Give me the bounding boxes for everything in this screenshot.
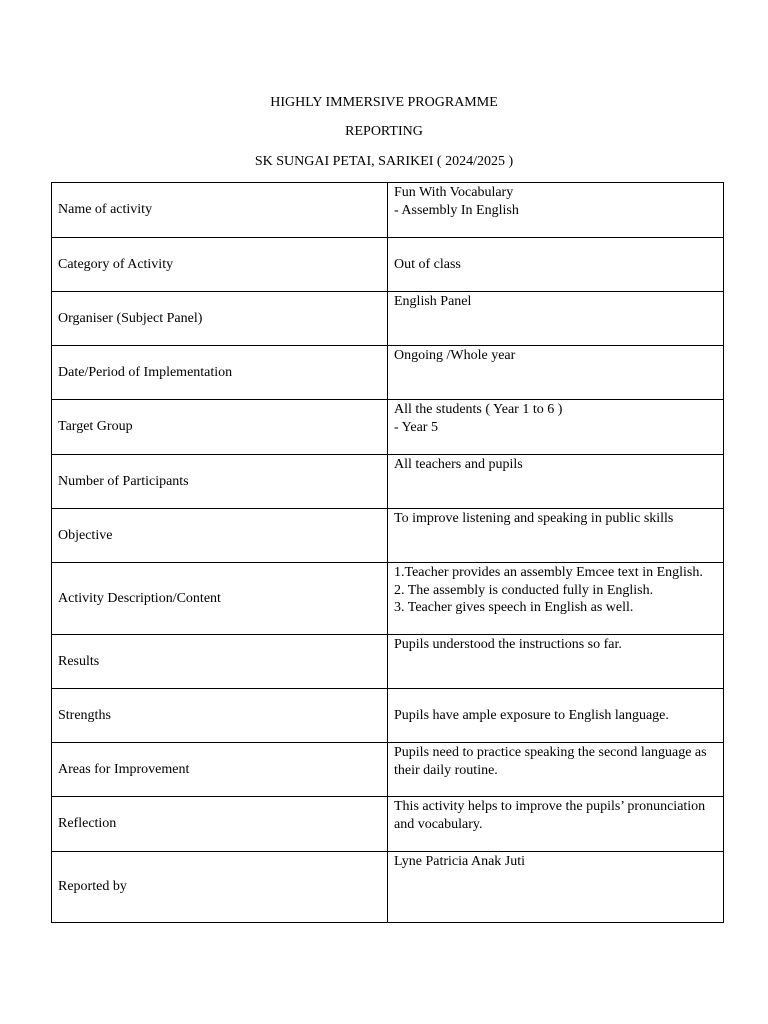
table-row (52, 346, 724, 400)
row-label: Category of Activity (52, 238, 388, 292)
table-row (52, 183, 724, 238)
table-row (52, 238, 724, 292)
row-value (388, 400, 724, 455)
value-line: To improve listening and speaking in public skills (394, 511, 674, 526)
table-row (52, 635, 724, 689)
value-line: Out of class (394, 256, 461, 272)
report-table (51, 182, 724, 923)
document-subtitle: REPORTING (345, 124, 423, 139)
value-line: English Panel (394, 294, 472, 309)
school-name-session: SK SUNGAI PETAI, SARIKEI ( 2024/2025 ) (254, 154, 514, 169)
value-line: 3. Teacher gives speech in English as well. (394, 600, 634, 616)
value-line: - Assembly In English (394, 202, 519, 218)
table-row (52, 292, 724, 346)
row-label: Number of Participants (52, 455, 388, 509)
row-label: Activity Description/Content (52, 563, 388, 635)
value-line: This activity helps to improve the pupils’ pronunciation and vocabulary. (394, 799, 706, 832)
row-label: Organiser (Subject Panel) (52, 292, 388, 346)
table-row (52, 743, 724, 797)
table-row (52, 400, 724, 455)
row-label: Results (52, 635, 388, 689)
row-value (388, 292, 724, 346)
row-value (388, 797, 724, 852)
value-line: Pupils have ample exposure to English language. (394, 707, 669, 723)
value-line: - Year 5 (394, 419, 438, 435)
table-row (52, 563, 724, 635)
row-value (388, 183, 724, 238)
value-line: 1.Teacher provides an assembly Emcee text in English. (394, 565, 703, 580)
row-label: Strengths (52, 689, 388, 743)
row-label: Name of activity (52, 183, 388, 238)
document-title: HIGHLY IMMERSIVE PROGRAMME (270, 95, 498, 110)
row-label: Areas for Improvement (52, 743, 388, 797)
row-value (388, 689, 724, 743)
row-value (388, 563, 724, 635)
row-value (388, 635, 724, 689)
row-value (388, 455, 724, 509)
value-line: All the students ( Year 1 to 6 ) (394, 402, 563, 417)
row-label: Target Group (52, 400, 388, 455)
table-row (52, 689, 724, 743)
row-label: Date/Period of Implementation (52, 346, 388, 400)
value-line: Ongoing /Whole year (394, 348, 516, 363)
table-row (52, 852, 724, 923)
row-label: Reported by (52, 852, 388, 923)
table-row (52, 455, 724, 509)
row-label: Objective (52, 509, 388, 563)
table-row (52, 797, 724, 852)
value-line: 2. The assembly is conducted fully in English. (394, 582, 654, 598)
row-value (388, 509, 724, 563)
row-value (388, 346, 724, 400)
value-line: Lyne Patricia Anak Juti (394, 854, 526, 869)
table-row (52, 509, 724, 563)
value-line: Pupils understood the instructions so far. (394, 637, 622, 652)
value-line: All teachers and pupils (394, 457, 523, 472)
row-value (388, 852, 724, 923)
row-label: Reflection (52, 797, 388, 852)
row-value (388, 238, 724, 292)
value-line: Pupils need to practice speaking the second language as their daily routine. (394, 745, 707, 778)
value-line: Fun With Vocabulary (394, 185, 514, 200)
row-value (388, 743, 724, 797)
